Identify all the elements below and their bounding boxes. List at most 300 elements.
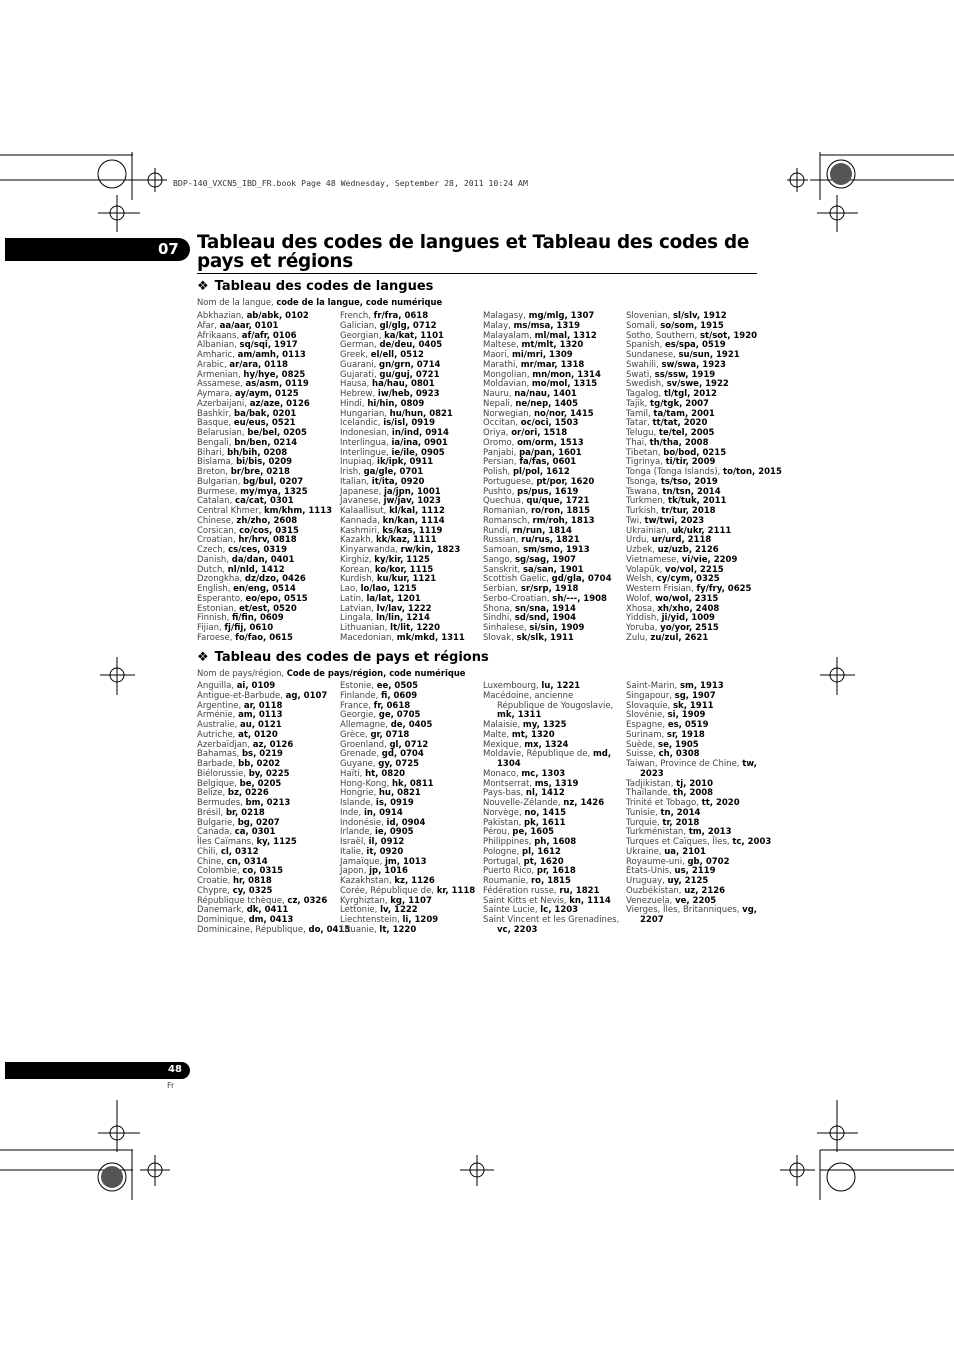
- entry-code: tg/tgk, 2007: [650, 398, 709, 409]
- entry-name: Barbade,: [197, 759, 239, 769]
- entry-name: Luxembourg,: [483, 681, 542, 691]
- entry-name: Grèce,: [340, 729, 371, 740]
- entry-name: Inde,: [340, 807, 364, 818]
- entry-code: mx, 1324: [524, 739, 569, 750]
- entry-name: Bislama,: [197, 457, 237, 468]
- entry-code: tw/twi, 2023: [644, 515, 705, 526]
- entry-code: lv/lav, 1222: [376, 603, 432, 614]
- entry-name: Esperanto,: [197, 593, 246, 604]
- entry-name: Occitan,: [483, 418, 521, 429]
- entry-code: sw/swa, 1923: [661, 359, 726, 370]
- entry-name: Japanese,: [340, 486, 384, 497]
- entry-code: ji/yid, 1009: [661, 613, 715, 624]
- entry-code: wo/wol, 2315: [655, 593, 719, 604]
- entry-code: my/mya, 1325: [240, 486, 308, 497]
- countries-heading: [197, 650, 489, 665]
- entry-name: Hindi,: [340, 398, 368, 409]
- entry-code: kz, 1126: [394, 876, 435, 886]
- entry-name: Italie,: [340, 846, 367, 857]
- entry-code: te/tel, 2005: [658, 428, 715, 438]
- entry-name: Uruguay,: [626, 876, 668, 886]
- entry-name: Gujarati,: [340, 369, 380, 380]
- entry-code: pl/pol, 1612: [512, 467, 570, 477]
- entry-name: Haïti,: [340, 768, 366, 779]
- entry-name: Guarani,: [340, 359, 380, 370]
- entry-code: da/dan, 0401: [231, 554, 295, 565]
- entry-code: ab/abk, 0102: [246, 311, 309, 321]
- languages-column: [483, 312, 629, 644]
- entry-name: Georgie,: [340, 710, 379, 721]
- entry-name: Inupiaq,: [340, 457, 378, 468]
- entry-name: Interlingue,: [340, 447, 392, 458]
- entry-name: Breton,: [197, 467, 231, 477]
- entry-code: jm, 1013: [384, 856, 427, 867]
- entry-name: Indonésie,: [340, 817, 387, 828]
- entry-code: ie, 0905: [375, 827, 414, 838]
- entry-name: Sindhi,: [483, 613, 515, 624]
- entry-name: Turkmen,: [626, 496, 669, 507]
- entry-name: Oromo,: [483, 437, 518, 448]
- entry-name: Galician,: [340, 320, 380, 331]
- entry-code: il, 0912: [368, 837, 405, 847]
- entry-code: su/sun, 1921: [678, 350, 740, 360]
- entry-code: br, 0218: [225, 807, 265, 818]
- entry-code: sr/srp, 1918: [520, 584, 579, 594]
- entry-name: Pakistan,: [483, 817, 524, 828]
- entry-name: Malay,: [483, 320, 514, 331]
- entry-name: Georgian,: [340, 330, 385, 341]
- entry-code: my, 1325: [522, 720, 567, 730]
- entry-name: Chili,: [197, 846, 221, 857]
- entry-name: Central Khmer,: [197, 506, 265, 516]
- entry-name: Dominicaine, République,: [197, 924, 309, 935]
- entry-name: Norvège,: [483, 807, 525, 818]
- entry-name: Swedish,: [626, 379, 667, 390]
- entry-code: iw/heb, 0923: [377, 389, 440, 399]
- entry-code: mr/mar, 1318: [520, 359, 585, 370]
- entry-code: vc, 2203: [497, 924, 538, 935]
- entry-code: fy/fry, 0625: [696, 584, 752, 594]
- entry-name: Moldavie, République de,: [483, 749, 593, 760]
- entry-code: 2207: [640, 915, 664, 925]
- entry-name: Colombie,: [197, 866, 243, 877]
- entry-code: tk/tuk, 2011: [668, 496, 727, 507]
- entry-name: Bahamas,: [197, 749, 242, 760]
- entry-code: ua, 2101: [664, 846, 706, 857]
- entry-code: bh/bih, 0208: [227, 447, 288, 458]
- languages-column: [340, 312, 486, 644]
- entry-code: ms/msa, 1319: [513, 320, 581, 331]
- entry-code: tl/tgl, 2012: [663, 389, 717, 399]
- entry-name: Danemark,: [197, 905, 247, 916]
- entry-code: tr, 2018: [662, 817, 700, 828]
- entry-name: Scottish Gaelic,: [483, 574, 552, 585]
- entry-code: ba/bak, 0201: [234, 408, 297, 419]
- entry-code: hy/hye, 0825: [243, 369, 306, 380]
- entry-code: fr, 0618: [373, 700, 411, 711]
- entry-name: Tunisie,: [626, 807, 661, 818]
- entry-name: Kinyarwanda,: [340, 545, 401, 555]
- entry-code: km/khm, 1113: [264, 506, 333, 516]
- entry-name: Vietnamese,: [626, 554, 682, 565]
- entry-code: lu, 1221: [541, 681, 581, 691]
- entry-code: mt, 1320: [511, 729, 555, 740]
- entry-name: Turkménistan,: [626, 827, 689, 838]
- entry-code: zh/zho, 2608: [236, 515, 298, 526]
- entry-code: ti/tir, 2009: [665, 457, 716, 468]
- entry-name: Afrikaans,: [197, 330, 242, 341]
- entry-name: Bengali,: [197, 437, 235, 448]
- entry-name: Afar,: [197, 320, 220, 331]
- entry-name: Philippines,: [483, 837, 535, 847]
- entry-name: Romansch,: [483, 515, 533, 526]
- entry-name: Yiddish,: [626, 613, 662, 624]
- entry-code: ru/rus, 1821: [521, 535, 580, 546]
- entry-code: sd/snd, 1904: [514, 613, 576, 624]
- entry-name: Albanian,: [197, 340, 240, 351]
- entry-name: Nauru,: [483, 389, 515, 399]
- entry-name: Welsh,: [626, 574, 657, 585]
- entry-code: sn/sna, 1914: [514, 603, 576, 614]
- entry-name: Maltese,: [483, 340, 522, 351]
- entry-name: Chinese,: [197, 515, 237, 526]
- entry-code: tn, 2014: [660, 807, 701, 818]
- entry-code: vg,: [742, 905, 758, 916]
- file-info-header: BDP-140_VXCN5_IBD_FR.book Page 48 Wednesday, September 28, 2011 10:24 AM: [173, 178, 528, 188]
- entry-code: am/amh, 0113: [237, 350, 306, 360]
- entry-name: Somali,: [626, 320, 661, 331]
- entry-name: Kyrghiztan,: [340, 895, 391, 906]
- entry-name: Lettonie,: [340, 905, 381, 916]
- entry-code: gu/guj, 0721: [379, 369, 440, 380]
- entry-name: Uzbek,: [626, 545, 658, 555]
- entry-name: Finnish,: [197, 613, 232, 624]
- entry-code: th, 2008: [673, 788, 714, 799]
- entry-name: Chypre,: [197, 885, 233, 896]
- entry-name: Groenland,: [340, 739, 390, 750]
- languages-column: [626, 311, 782, 644]
- entry-name: Zulu,: [626, 632, 651, 643]
- entry-code: ga/gle, 0701: [363, 467, 424, 477]
- entry-code: fr/fra, 0618: [373, 311, 429, 321]
- entry-code: mc, 1303: [521, 768, 566, 779]
- entry-code: at, 0120: [238, 729, 278, 740]
- entry-code: pt/por, 1620: [536, 476, 595, 487]
- entry-name: Danish,: [197, 554, 232, 565]
- entry-name: Polish,: [483, 467, 513, 477]
- entry-code: fa/fas, 0601: [519, 457, 577, 468]
- entry-name: Taiwan, Province de Chine,: [626, 759, 743, 769]
- entry-name: Liechtenstein,: [340, 915, 403, 925]
- entry-name: Pologne,: [483, 846, 523, 857]
- entry-code: tt/tat, 2020: [652, 418, 708, 429]
- entry-code: ar, 0118: [243, 700, 283, 711]
- entry-name: Belgique,: [197, 778, 240, 789]
- entry-code: zu/zul, 2621: [650, 632, 709, 643]
- entry-name: Bulgarian,: [197, 476, 244, 487]
- entry-name: Saint Vincent et les Grenadines,: [483, 915, 620, 925]
- entry-code: it/ita, 0920: [371, 476, 425, 487]
- entry-name: Arabic,: [197, 359, 230, 370]
- entry-name: Lithuanian,: [340, 623, 391, 633]
- entry-name: Allemagne,: [340, 720, 391, 730]
- entry-code: dz/dzo, 0426: [244, 574, 306, 585]
- entry-code: oc/oci, 1503: [520, 418, 579, 429]
- entry-code: dk, 0411: [246, 905, 289, 916]
- entry-name: Ukrainian,: [626, 525, 672, 536]
- diamond-bullet-icon: ❖: [197, 279, 209, 294]
- entry-code: li, 1209: [402, 915, 439, 925]
- entry-name: Monaco,: [483, 768, 522, 779]
- entry-code: bg, 0207: [237, 817, 280, 828]
- entry-name: Romanian,: [483, 506, 531, 516]
- entry-name: Malaisie,: [483, 720, 523, 730]
- entry-code: ve, 2205: [675, 895, 717, 906]
- entry-code: ml/mal, 1312: [534, 330, 597, 341]
- entry-code: is, 0919: [375, 798, 414, 808]
- entry-name: Autriche,: [197, 729, 239, 740]
- entry-name: Pushto,: [483, 486, 518, 497]
- entry-code: kr, 1118: [436, 885, 476, 896]
- entry-code: ag, 0107: [285, 690, 328, 701]
- entry-name: Slovaquie,: [626, 700, 673, 711]
- entry-code: 2023: [640, 768, 664, 779]
- entry-code: mn/mon, 1314: [532, 369, 601, 380]
- entry-name: Irlande,: [340, 827, 375, 838]
- entry-name: Volapük,: [626, 564, 666, 575]
- entry-code: lc, 1203: [540, 905, 579, 916]
- entry-name: Maori,: [483, 350, 513, 360]
- entry-code: ks/kas, 1119: [382, 525, 443, 536]
- entry-code: na/nau, 1401: [514, 389, 577, 399]
- entry-name: Western Frisian,: [626, 584, 697, 594]
- entry-name: Japon,: [340, 866, 370, 877]
- entry-code: lo/lao, 1215: [360, 584, 417, 594]
- entry-code: gb, 0702: [687, 856, 730, 867]
- entry-name: Sanskrit,: [483, 564, 523, 575]
- entry-code: jw/jav, 1023: [383, 496, 441, 507]
- entry-code: mo/mol, 1315: [531, 379, 598, 390]
- entry-code: uy, 2125: [667, 876, 709, 886]
- entry-name: Hungarian,: [340, 408, 390, 419]
- entry-code: ps/pus, 1619: [517, 486, 579, 497]
- entry-name: Samoan,: [483, 545, 524, 555]
- entry-name: Moldavian,: [483, 379, 532, 390]
- entry-code: ay/aym, 0125: [234, 389, 299, 399]
- entry-name: Belize,: [197, 788, 228, 799]
- entry-code: tr/tur, 2018: [661, 506, 716, 516]
- entry-name: German,: [340, 340, 380, 351]
- entry-name: Kazakh,: [340, 535, 377, 546]
- entry-code: eu/eus, 0521: [233, 418, 296, 429]
- entry-name: Icelandic,: [340, 418, 384, 429]
- entry-name: Kazakhstan,: [340, 876, 395, 886]
- entry-code: ku/kur, 1121: [376, 574, 437, 585]
- entry-code: sm, 1913: [679, 681, 724, 691]
- countries-sub-bold: Code de pays/région, code numérique: [286, 668, 466, 678]
- entry-code: sm/smo, 1913: [523, 545, 590, 555]
- entry-name: Pays-bas,: [483, 788, 526, 799]
- entry-code: si/sin, 1909: [529, 623, 585, 633]
- entry-code: ky/kir, 1125: [374, 554, 430, 565]
- entry-code: ru, 1821: [559, 885, 600, 896]
- page-language: Fr: [167, 1081, 175, 1090]
- entry-name: Puerto Rico,: [483, 866, 537, 877]
- entry-code: co, 0315: [242, 866, 284, 877]
- entry-name: Macedonian,: [340, 632, 397, 643]
- entry-name: République de Yougoslavie,: [497, 700, 614, 711]
- entry-code: ca, 0301: [234, 827, 276, 838]
- entry-name: Rundi,: [483, 525, 513, 536]
- entry-name: Jamaïque,: [340, 856, 385, 867]
- entry-code: hr/hrv, 0818: [238, 535, 297, 546]
- entry-name: French,: [340, 311, 374, 321]
- entry-code: ph, 1608: [534, 837, 577, 847]
- entry-name: Turques et Caïques, Îles,: [626, 837, 733, 847]
- entry-name: Sango,: [483, 554, 515, 565]
- entry-name: Slovenian,: [626, 311, 673, 321]
- entry-name: Croatie,: [197, 876, 233, 886]
- entry-name: Saint Kitts et Nevis,: [483, 895, 570, 906]
- entry-name: Greek,: [340, 350, 371, 360]
- entry-code: be/bel, 0205: [247, 428, 307, 438]
- entry-name: Persian,: [483, 457, 520, 468]
- entry-code: nz, 1426: [563, 798, 605, 808]
- entry-code: co/cos, 0315: [239, 525, 299, 536]
- entry-code: hr, 0818: [232, 876, 272, 886]
- entry-name: Roumanie,: [483, 876, 531, 886]
- entry-name: Hongrie,: [340, 788, 379, 799]
- entry-name: Singapour,: [626, 690, 675, 701]
- page-number: 48: [168, 1064, 182, 1075]
- entry-name: Australie,: [197, 720, 241, 730]
- countries-column: [626, 682, 772, 926]
- entry-name: Grenade,: [340, 749, 382, 760]
- page-title: Tableau des codes de langues et Tableau des codes de pays et régions: [197, 232, 750, 272]
- entry-name: Amharic,: [197, 350, 238, 360]
- entry-name: Kurdish,: [340, 574, 377, 585]
- chapter-number: 07: [158, 240, 179, 258]
- entry-name: Hebrew,: [340, 389, 378, 399]
- entry-name: Urdu,: [626, 535, 652, 546]
- entry-code: ro/ron, 1815: [530, 506, 591, 516]
- entry-code: vo/vol, 2215: [665, 564, 724, 575]
- list-item: [197, 924, 351, 936]
- entry-name: Norwegian,: [483, 408, 534, 419]
- entry-name: Assamese,: [197, 379, 246, 390]
- entry-code: qu/que, 1721: [526, 496, 590, 507]
- entry-name: Brésil,: [197, 807, 226, 818]
- entry-code: ne/nep, 1405: [515, 398, 578, 409]
- entry-code: de, 0405: [390, 720, 433, 730]
- entry-name: Panjabi,: [483, 447, 520, 458]
- entry-code: to/ton, 2015: [723, 467, 782, 477]
- entry-code: as/asm, 0119: [245, 379, 309, 390]
- entry-code: hk, 0811: [391, 778, 434, 789]
- entry-code: kn/kan, 1114: [382, 515, 445, 526]
- entry-name: Tswana,: [626, 486, 663, 497]
- entry-code: tj, 2010: [676, 778, 713, 789]
- entry-code: pl, 1612: [522, 846, 561, 857]
- entry-name: Finlande,: [340, 690, 382, 701]
- entry-code: la/lat, 1201: [366, 593, 421, 604]
- entry-code: cz, 0326: [287, 895, 328, 906]
- entry-name: Turkish,: [626, 506, 662, 516]
- entry-name: Xhosa,: [626, 603, 658, 614]
- entry-code: nl/nld, 1412: [227, 564, 285, 575]
- entry-code: fj/fij, 0610: [224, 623, 274, 633]
- list-item: [626, 916, 772, 926]
- entry-name: Burmese,: [197, 486, 241, 497]
- entry-code: ie/ile, 0905: [391, 447, 445, 458]
- entry-name: Serbian,: [483, 584, 521, 594]
- entry-name: Corée, République de,: [340, 885, 437, 896]
- entry-name: Armenian,: [197, 369, 244, 380]
- entry-name: Bulgarie,: [197, 817, 238, 828]
- entry-code: ur/urd, 2118: [651, 535, 712, 546]
- entry-code: jp, 1016: [369, 866, 408, 877]
- entry-name: États-Unis,: [626, 866, 675, 877]
- entry-code: gd, 0704: [381, 749, 424, 760]
- entry-name: Tatar,: [626, 418, 653, 429]
- entry-name: Biélorussie,: [197, 768, 249, 779]
- entry-name: Malagasy,: [483, 311, 529, 321]
- entry-code: do, 0415: [308, 924, 351, 935]
- list-item: [483, 634, 629, 644]
- entry-name: Estonie,: [340, 681, 377, 691]
- entry-name: Fédération russe,: [483, 885, 560, 896]
- languages-column: [197, 312, 343, 644]
- entry-name: Lingala,: [340, 613, 377, 624]
- entry-name: Shona,: [483, 603, 515, 614]
- entry-code: mk, 1311: [497, 710, 542, 721]
- entry-name: Interlingua,: [340, 437, 392, 448]
- entry-code: pk, 1611: [524, 817, 566, 828]
- entry-name: Dutch,: [197, 564, 228, 575]
- entry-code: ko/kor, 1115: [374, 564, 434, 575]
- entry-code: eo/epo, 0515: [245, 593, 308, 604]
- entry-code: az/aze, 0126: [249, 398, 310, 409]
- entry-code: tn/tsn, 2014: [662, 486, 721, 497]
- entry-code: af/afr, 0106: [241, 330, 297, 341]
- entry-name: Chine,: [197, 856, 227, 867]
- entry-name: Croatian,: [197, 535, 239, 546]
- entry-name: Twi,: [626, 515, 645, 526]
- entry-code: tw,: [742, 759, 757, 769]
- entry-name: Anguilla,: [197, 681, 237, 691]
- entry-name: Kashmiri,: [340, 525, 383, 536]
- entry-name: Surinam,: [626, 729, 667, 740]
- countries-heading-text: Tableau des codes de pays et régions: [214, 650, 489, 665]
- entry-code: dm, 0413: [248, 915, 294, 925]
- entry-name: Aymara,: [197, 389, 235, 399]
- entry-code: or/ori, 1518: [511, 428, 568, 438]
- entry-code: sk/slk, 1911: [516, 632, 574, 643]
- entry-code: lv, 1222: [380, 905, 418, 916]
- entry-name: Royaume-uni,: [626, 856, 688, 867]
- entry-name: Sundanese,: [626, 350, 679, 360]
- list-item: [340, 926, 486, 936]
- entry-name: Hong-Kong,: [340, 778, 392, 789]
- entry-code: aa/aar, 0101: [219, 320, 279, 331]
- entry-code: hu/hun, 0821: [389, 408, 453, 419]
- entry-code: gl, 0712: [389, 739, 429, 750]
- entry-code: no/nor, 1415: [534, 408, 594, 419]
- entry-code: gr, 0718: [370, 729, 410, 740]
- entry-name: Catalan,: [197, 496, 236, 507]
- entry-code: en/eng, 0514: [233, 584, 296, 594]
- entry-name: Telugu,: [626, 428, 659, 438]
